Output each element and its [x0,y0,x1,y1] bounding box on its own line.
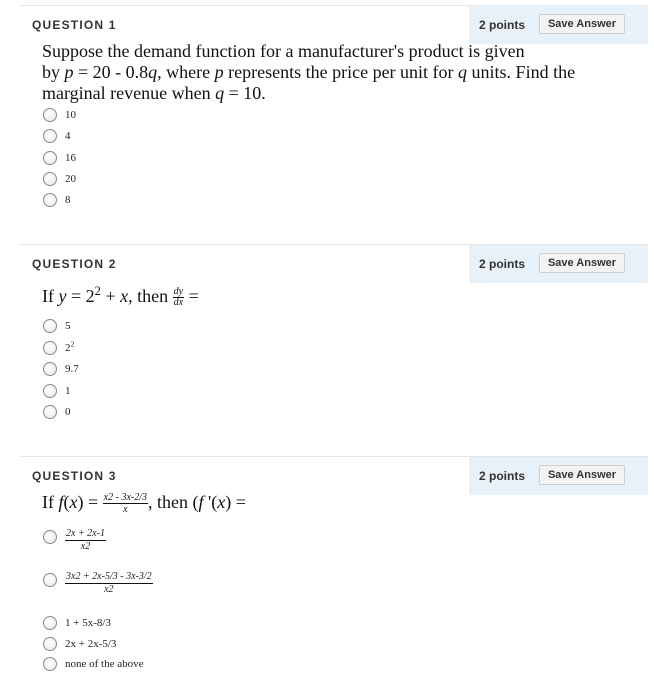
question-title: QUESTION 3 [32,469,117,483]
radio-button[interactable] [43,637,57,651]
choice-label: 16 [65,152,76,164]
choice-label: 2x + 2x-5/3 [65,638,117,650]
radio-button[interactable] [43,151,57,165]
choice-label: $2^2$ [65,339,75,354]
choice-label: none of the above [65,658,144,670]
save-answer-button[interactable]: Save Answer [539,465,625,485]
radio-button[interactable] [43,108,57,122]
save-answer-button[interactable]: Save Answer [539,14,625,34]
question-text-line: marginal revenue when q = 10. [42,83,266,103]
choice-label: 4 [65,130,71,142]
question-text-line: Suppose the demand function for a manufacturer's product is given [42,41,525,61]
radio-button[interactable] [43,573,57,587]
question-text-line: by p = 20 - 0.8q, where p represents the price per unit for q units. Find the [42,62,576,82]
question-side-panel [469,457,648,495]
radio-button[interactable] [43,172,57,186]
points-label: 2 points [479,18,526,32]
choice-label: 1 [65,385,71,397]
choice-label: 8 [65,194,71,206]
radio-button[interactable] [43,193,57,207]
question-header [20,456,648,495]
choice-label: 5 [65,320,71,332]
choice-label: 20 [65,173,76,185]
question-side-panel [469,6,648,44]
choice-label: 9.7 [65,363,79,375]
choice-label: $\frac{2x + 2x-1}{x2}$ [66,528,105,552]
question-header [20,5,648,44]
radio-button[interactable] [43,319,57,333]
question-side-panel [469,245,648,283]
radio-button[interactable] [43,384,57,398]
save-answer-button[interactable]: Save Answer [539,253,625,273]
radio-button[interactable] [43,405,57,419]
question-text: If $y = 2^2 + x$, then $\frac{dy}{dx}$ = [42,284,199,309]
radio-button[interactable] [43,530,57,544]
radio-button[interactable] [43,657,57,671]
question-header [20,244,648,283]
radio-button[interactable] [43,341,57,355]
choice-label: $\frac{3x2 + 2x-5/3 - 3x-3/2}{x2}$ [66,571,152,595]
radio-button[interactable] [43,362,57,376]
points-label: 2 points [479,469,526,483]
question-title: QUESTION 2 [32,257,117,271]
question-title: QUESTION 1 [32,18,117,32]
question-text: If f(x) = $\frac{x2 - 3x-2/3}{x}$ , then (f '(x) = [42,492,246,516]
choice-label: 10 [65,109,76,121]
question-text [42,41,642,104]
choice-label: 0 [65,406,71,418]
radio-button[interactable] [43,129,57,143]
radio-button[interactable] [43,616,57,630]
choice-label: 1 + 5x-8/3 [65,617,111,629]
points-label: 2 points [479,257,526,271]
